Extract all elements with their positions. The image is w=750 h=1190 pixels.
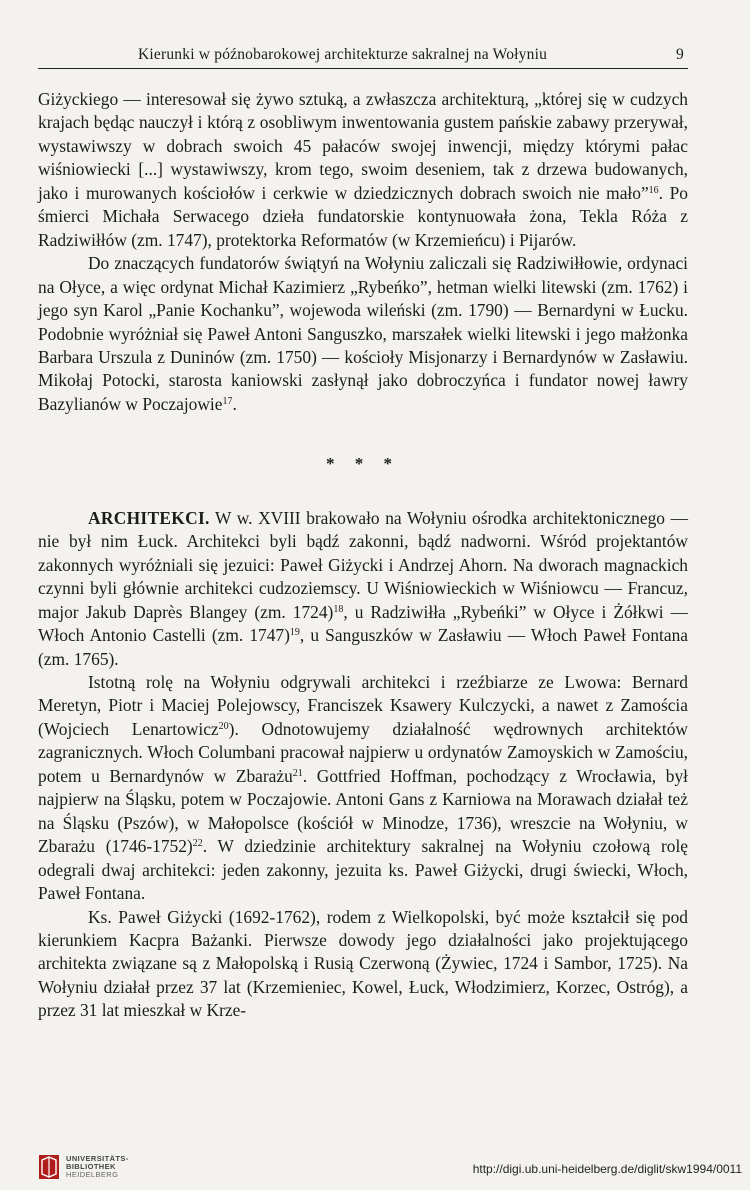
- paragraph-2-tail: .: [232, 393, 237, 414]
- footnote-ref-18[interactable]: 18: [333, 603, 344, 615]
- library-name-line-2: BIBLIOTHEK: [66, 1162, 116, 1171]
- paragraph-4-text-1: Istotną rolę na Wołyniu odgrywali architekci i rzeźbiarze ze Lwowa: Bernard Meretyn, Piotr i Maciej Polejowscy, Franciszek Ksawery Kulczycki, a nawet z Zamościa (Wojciech Lenartowicz: [38, 671, 688, 739]
- paragraph-1: [38, 88, 688, 252]
- source-url[interactable]: [473, 1162, 742, 1176]
- paragraph-4-text-2: ). Odnotowujemy działalność wędrownych architektów zagranicznych. Włoch Columbani pracował najpierw u ordynatów Zamoyskich w Zamościu, potem u Bernardynów w Zbarażu: [38, 718, 688, 786]
- paragraph-4-text-4: . W dziedzinie architektury sakralnej na Wołyniu czołową rolę odegrali dwaj architekci: jeden zakonny, jezuita ks. Paweł Giżycki, drugi świecki, Włoch, Paweł Fontana.: [38, 836, 688, 904]
- footnote-ref-16[interactable]: 16: [648, 184, 659, 196]
- footnote-ref-17[interactable]: 17: [222, 395, 233, 407]
- library-name-line-3: HEIDELBERG: [66, 1170, 119, 1179]
- library-name-line-1: UNIVERSITÄTS-: [66, 1154, 129, 1163]
- source-url-link[interactable]: http://digi.ub.uni-heidelberg.de/diglit/skw1994/0011: [472, 1162, 742, 1176]
- section-separator: * * *: [326, 454, 400, 474]
- running-head: [38, 44, 688, 69]
- paragraph-2-text: Do znaczących fundatorów świątyń na Wołyniu zaliczali się Radziwiłłowie, ordynaci na Ołyce, a więc ordynat Michał Kazimierz „Rybeńko”, hetman wielki litewski (zm. 1762) i jego syn Karol „Panie Kochanku”, wojewoda wileński (zm. 1790) — Bernardyni w Łucku. Podobnie wyróżniał się Paweł Antoni Sanguszko, marszałek wielki litewski i jego małżonka Barbara Urszula z Duninów (zm. 1750) — kościoły Misjonarzy i Bernardynów w Zasławiu. Mikołaj Potocki, starosta kaniowski zasłynął jako dobroczyńca i fundator nowej ławry Bazylianów w Poczajowie: [38, 253, 688, 414]
- running-head-title: Kierunki w późnobarokowej architekturze sakralnej na Wołyniu: [138, 46, 548, 63]
- section-heading-architekci: ARCHITEKCI.: [88, 507, 210, 528]
- library-logo-icon: [38, 1154, 60, 1180]
- footnote-ref-21[interactable]: 21: [292, 767, 303, 779]
- paragraph-3-text-1: W w. XVIII brakowało na Wołyniu ośrodka architektonicznego — nie był nim Łuck. Architekci byli bądź zakonni, bądź nadworni. Wśród projektantów zakonnych wyróżniali się jezuici: Paweł Giżycki i Andrzej Ahorn. Na dworach magnackich czynni byli głównie architekci cudzoziemscy. U Wiśniowieckich w Wiśniowcu — Francuz, major Jakub Daprès Blangey (zm. 1724): [38, 507, 688, 622]
- paragraph-4: [38, 671, 688, 906]
- paragraph-3-text-2: , u Radziwiłła „Rybeńki” w Ołyce i Żółkwi — Włoch Antonio Castelli (zm. 1747): [38, 601, 688, 646]
- paragraph-1-text: Giżyckiego — interesował się żywo sztuką, a zwłaszcza architekturą, „której się w cudzych krajach będąc nauczył i którą z osobliwym inwentowania gustem pańskie zabawy przerywał, wystawiwszy w dobrach swoich 45 pałaców swojej inwencji, między którymi pałac wiśniowiecki [...] wystawiwszy, krom tego, swoim deseniem, tak z drzewa budowanych, jako i murowanych kościołów i cerkwie w dziedzicznych dobrach swoich nie mało”: [38, 89, 688, 203]
- paragraph-2: [38, 252, 688, 416]
- footnote-ref-22[interactable]: 22: [192, 838, 203, 850]
- paragraph-4-text-3: . Gottfried Hoffman, pochodzący z Wrocławia, był najpierw na Śląsku, potem w Poczajowie. Antoni Gans z Karniowa na Morawach działał też na Śląsku (Pszów), w Małopolsce (kościół w Minodze, 1736), wreszcie na Wołyniu, w Zbarażu (1746-1752): [38, 765, 688, 857]
- body-text: [38, 88, 688, 1023]
- paragraph-3: [38, 507, 688, 671]
- footnote-ref-20[interactable]: 20: [218, 720, 229, 732]
- footnote-ref-19[interactable]: 19: [289, 627, 300, 639]
- paragraph-5-text: Ks. Paweł Giżycki (1692-1762), rodem z Wielkopolski, być może kształcił się pod kierunkiem Kacpra Bażanki. Pierwsze dowody jego działalności jako projektującego architekta związane są z Małopolską i Rusią Czerwoną (Żywiec, 1724 i Sambor, 1725). Na Wołyniu działał przez 37 lat (Krzemieniec, Kowel, Łuck, Włodzimierz, Korzec, Ostróg), a przez 31 lat mieszkał w Krze-: [38, 906, 688, 1021]
- page-number: 9: [676, 46, 684, 63]
- paragraph-1-tail: . Po śmierci Michała Serwacego dzieła fundatorskie kontynuowała żona, Tekla Róża z Radziwiłłów (zm. 1747), protektorka Reformatów (w Krzemieńcu) i Pijarów.: [38, 182, 688, 250]
- library-name: [66, 1155, 129, 1179]
- paragraph-5: [38, 906, 688, 1023]
- paragraph-3-text-3: , u Sanguszków w Zasławiu — Włoch Paweł Fontana (zm. 1765).: [38, 625, 688, 669]
